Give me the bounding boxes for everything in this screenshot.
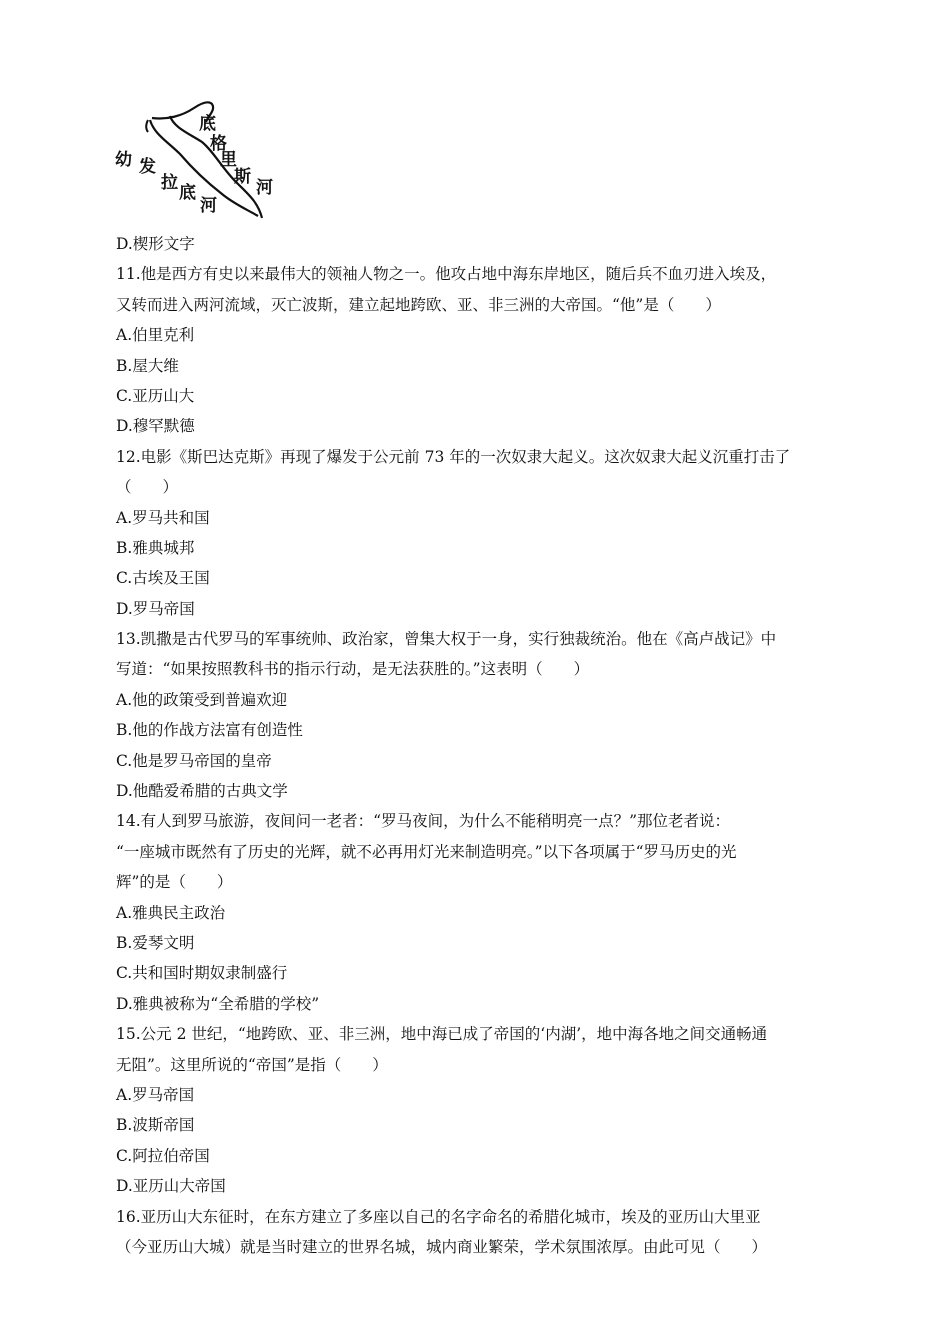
q13-option-a[interactable]: A.他的政策受到普遍欢迎 (116, 690, 288, 709)
q12-stem-line-1: 12.电影《斯巴达克斯》再现了爆发于公元前 73 年的一次奴隶大起义。这次奴隶大起义沉重打击了 (116, 447, 791, 466)
question-16 (116, 1202, 840, 1263)
q12-option-c[interactable]: C.古埃及王国 (116, 569, 210, 588)
q14-option-a[interactable]: A.雅典民主政治 (116, 903, 226, 922)
q14-stem-line-2: “一座城市既然有了历史的光辉，就不必再用灯光来制造明亮。”以下各项属于“罗马历史的光 (116, 842, 737, 861)
q15-option-a[interactable]: A.罗马帝国 (116, 1085, 195, 1104)
q10-option-d[interactable]: D.楔形文字 (116, 235, 195, 253)
q14-stem-line-1: 14.有人到罗马旅游，夜间问一老者：“罗马夜间，为什么不能稍明亮一点？”那位老者说： (116, 812, 731, 831)
q15-option-d[interactable]: D.亚历山大帝国 (116, 1177, 226, 1196)
question-13 (116, 624, 840, 806)
q11-stem-line-1: 11.他是西方有史以来最伟大的领袖人物之一。他攻占地中海东岸地区，随后兵不血刃进入埃及， (116, 265, 777, 284)
q12-option-a[interactable]: A.罗马共和国 (116, 508, 210, 527)
q11-option-d[interactable]: D.穆罕默德 (116, 417, 195, 436)
tigris-label-char-1: 底 (199, 114, 216, 134)
q13-option-d[interactable]: D.他酷爱希腊的古典文学 (116, 782, 288, 801)
tigris-label-char-3: 里 (220, 150, 237, 170)
q16-stem-line-2: （今亚历山大城）就是当时建立的世界名城，城内商业繁荣，学术氛围浓厚。由此可见（ ） (116, 1237, 768, 1256)
question-15 (116, 1019, 840, 1201)
q12-option-b[interactable]: B.雅典城邦 (116, 538, 195, 557)
tigris-label-char-4: 斯 (234, 167, 251, 187)
q12-stem-line-2: （ ） (116, 478, 179, 497)
map-outline-tick (146, 120, 148, 132)
q13-option-b[interactable]: B.他的作战方法富有创造性 (116, 721, 303, 740)
question-12 (116, 442, 840, 624)
euphrates-label-char-2: 发 (139, 157, 156, 177)
q15-stem-line-2: 无阻”。这里所说的“帝国”是指（ ） (116, 1055, 388, 1074)
two-rivers-map-svg (112, 98, 282, 224)
q11-option-b[interactable]: B.屋大维 (116, 356, 179, 375)
q14-option-d[interactable]: D.雅典被称为“全希腊的学校” (116, 994, 320, 1013)
question-14 (116, 806, 840, 1019)
q15-option-b[interactable]: B.波斯帝国 (116, 1116, 195, 1135)
two-rivers-map-figure (112, 98, 282, 224)
q12-option-d[interactable]: D.罗马帝国 (116, 599, 195, 618)
q14-stem-line-3: 辉”的是（ ） (116, 873, 233, 892)
q14-option-b[interactable]: B.爱琴文明 (116, 933, 195, 952)
q11-option-a[interactable]: A.伯里克利 (116, 326, 195, 345)
q11-option-c[interactable]: C.亚历山大 (116, 386, 195, 405)
q11-stem-line-2: 又转而进入两河流域，灭亡波斯，建立起地跨欧、亚、非三洲的大帝国。“他”是（ ） (116, 295, 721, 314)
q13-option-c[interactable]: C.他是罗马帝国的皇帝 (116, 751, 272, 770)
q15-option-c[interactable]: C.阿拉伯帝国 (116, 1146, 210, 1165)
euphrates-label-char-5: 河 (200, 196, 217, 216)
tigris-label-char-5: 河 (256, 178, 273, 198)
q16-stem-line-1: 16.亚历山大东征时，在东方建立了多座以自己的名字命名的希腊化城市，埃及的亚历山大里亚 (116, 1207, 761, 1226)
q13-stem-line-1: 13.凯撒是古代罗马的军事统帅、政治家，曾集大权于一身，实行独裁统治。他在《高卢战记》中 (116, 630, 777, 649)
question-list (116, 229, 840, 1262)
question-11 (116, 259, 840, 441)
euphrates-label-char-4: 底 (179, 183, 196, 203)
q14-option-c[interactable]: C.共和国时期奴隶制盛行 (116, 964, 288, 983)
tigris-label-char-2: 格 (210, 134, 227, 154)
q13-stem-line-2: 写道：“如果按照教科书的指示行动，是无法获胜的。”这表明（ ） (116, 660, 590, 679)
euphrates-label-char-1: 幼 (115, 150, 132, 170)
euphrates-label-char-3: 拉 (161, 173, 178, 193)
q15-stem-line-1: 15.公元 2 世纪，“地跨欧、亚、非三洲，地中海已成了帝国的‘内湖’，地中海各地之间交通畅通 (116, 1025, 768, 1044)
